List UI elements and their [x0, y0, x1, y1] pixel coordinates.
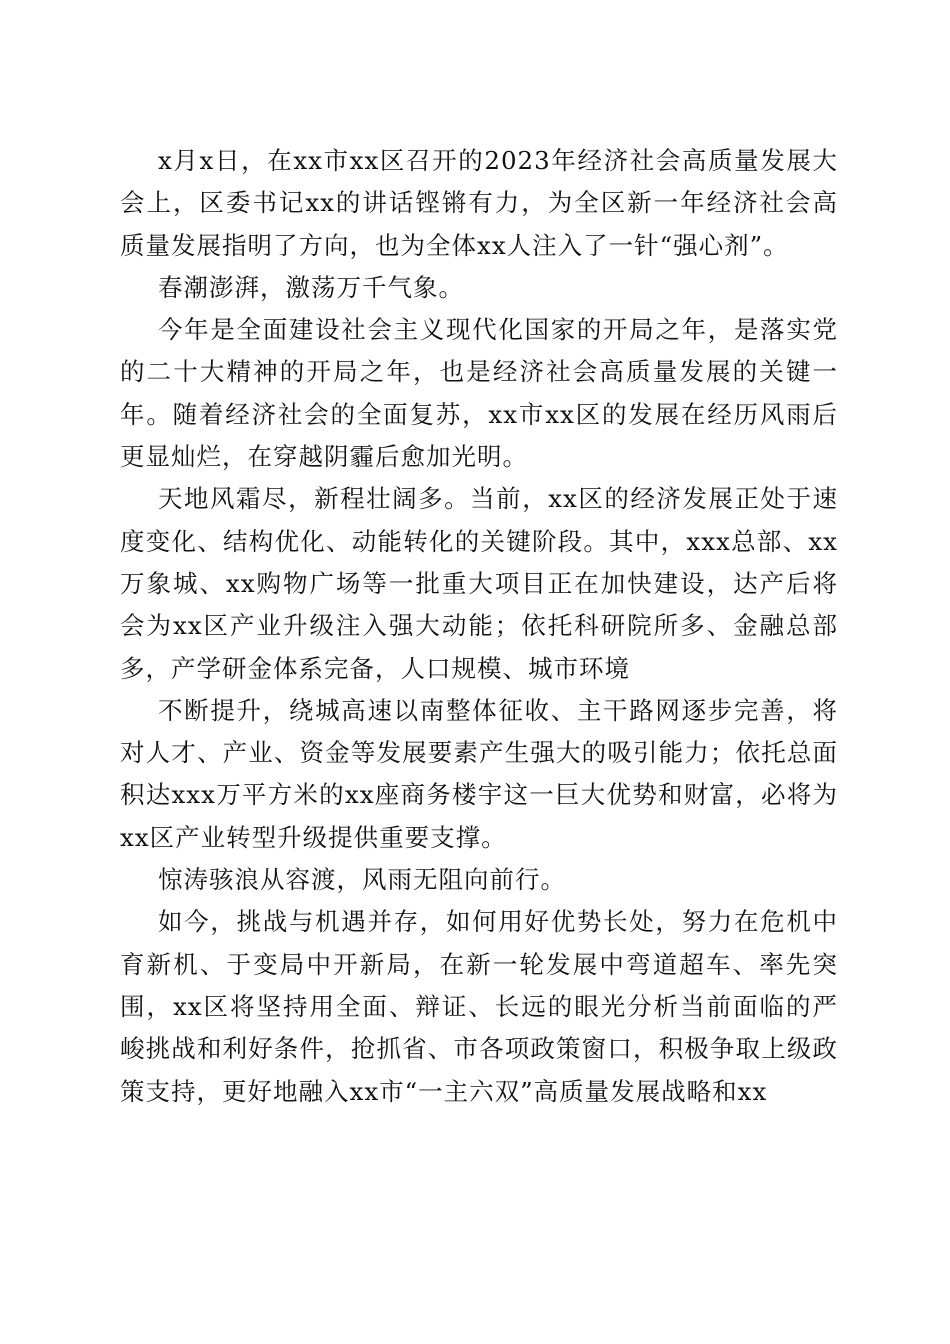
paragraph-2: 春潮澎湃，激荡万千气象。 — [158, 272, 464, 302]
paragraph-5: 不断提升，绕城高速以南整体征收、主干路网逐步完善，将对人才、产业、资金等发展要素产生强大的吸引能力；依托总面积达xxx万平方米的xx座商务楼宇这一巨大优势和财富，必将为xx区产业转型升级提供重要支撑。 — [120, 695, 838, 852]
paragraph-6: 惊涛骇浪从容渡，风雨无阻向前行。 — [158, 865, 566, 895]
paragraph-3: 今年是全面建设社会主义现代化国家的开局之年，是落实党的二十大精神的开局之年，也是经济社会高质量发展的关键一年。随着经济社会的全面复苏，xx市xx区的发展在经历风雨后更显灿烂，在穿越阴霾后愈加光明。 — [120, 315, 838, 472]
paragraph-4: 天地风霜尽，新程壮阔多。当前，xx区的经济发展正处于速度变化、结构优化、动能转化的关键阶段。其中，xxx总部、xx万象城、xx购物广场等一批重大项目正在加快建设，达产后将会为xx区产业升级注入强大动能；依托科研院所多、金融总部多，产学研金体系完备，人口规模、城市环境 — [120, 484, 838, 683]
document-page — [120, 140, 838, 1113]
paragraph-7: 如今，挑战与机遇并存，如何用好优势长处，努力在危机中育新机、于变局中开新局，在新一轮发展中弯道超车、率先突围，xx区将坚持用全面、辩证、长远的眼光分析当前面临的严峻挑战和利好条件，抢抓省、市各项政策窗口，积极争取上级政策支持，更好地融入xx市“一主六双”高质量发展战略和xx — [120, 907, 838, 1106]
paragraph-1: x月x日，在xx市xx区召开的2023年经济社会高质量发展大会上，区委书记xx的讲话铿锵有力，为全区新一年经济社会高质量发展指明了方向，也为全体xx人注入了一针“强心剂”。 — [120, 146, 838, 260]
